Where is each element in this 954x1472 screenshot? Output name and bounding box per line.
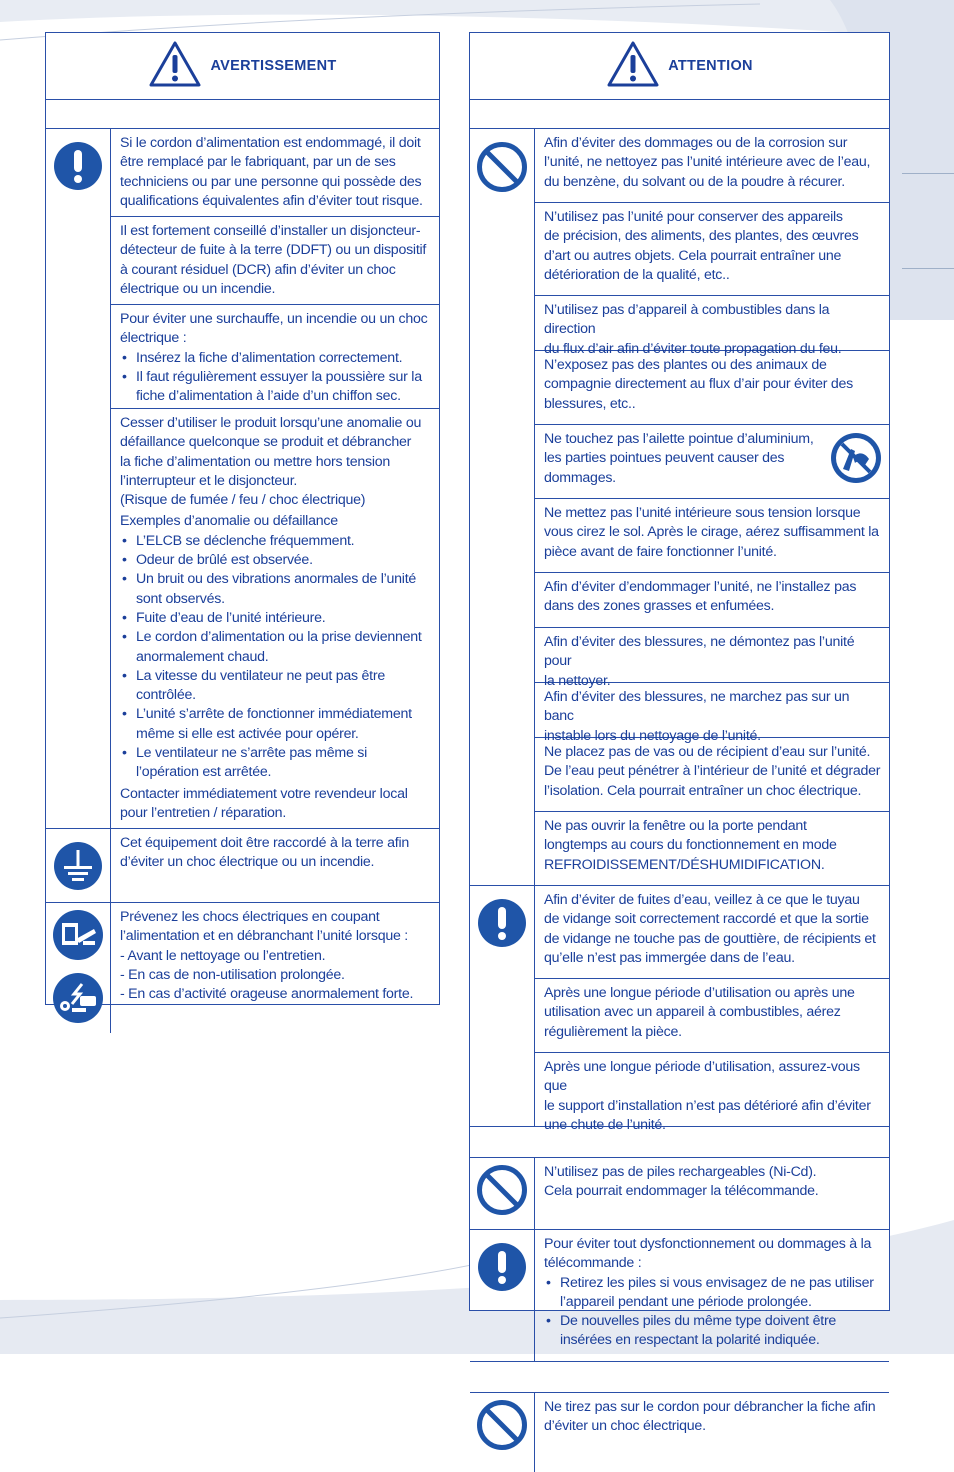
caution-item: N’utilisez pas d’appareil à combustibles dans la direction du flux d’air afin d’éviter toute propagation du feu. <box>535 296 889 351</box>
exclamation-circle-icon <box>477 1242 527 1297</box>
page-tab-line <box>902 173 954 174</box>
caution-header <box>470 33 889 100</box>
caution-item: Pour éviter tout dysfonctionnement ou dommages à la télécommande : • Retirez les piles si vous envisagez de ne pas utiliser l’appareil pendant une période prolongée. • De nouvelles piles du même type doivent être insérées en respectant la polarité indiquée. <box>535 1230 889 1361</box>
prohibition-icon <box>476 1399 528 1456</box>
exclamation-circle-icon <box>477 898 527 953</box>
caution-item: Afin d’éviter de fuites d’eau, veillez à ce que le tuyau de vidange soit correctement raccordé et que la sortie de vidange ne touche pas de gouttière, de récipients et qu’elle n’est pas immergée dans de l’eau. <box>535 886 889 979</box>
caution-item: N’utilisez pas l’unité pour conserver des appareils de précision, des aliments, des plantes, des œuvres d’art ou autres objets. Cela pourrait entraîner une détérioration de la qualité, etc.. <box>535 203 889 296</box>
warning-item: Prévenez les chocs électriques en coupant l’alimentation et en débranchant l’unité lorsque : - Avant le nettoyage ou l’entretien. - En cas de non-utilisation prolongée. - En cas d’activité orageuse anormalement forte. <box>120 909 414 1003</box>
prohibition-icon <box>476 1164 528 1221</box>
caution-item: Afin d’éviter des dommages ou de la corrosion sur l’unité, ne nettoyez pas l’unité intérieure avec de l’eau, du benzène, du solvant ou de la poudre à récurer. <box>535 129 889 203</box>
warning-triangle-icon <box>148 40 202 93</box>
caution-column <box>469 32 890 1435</box>
unplug-storm-icon <box>52 972 104 1029</box>
warning-header <box>46 33 439 100</box>
warning-item: Si le cordon d’alimentation est endommagé, il doit être remplacé par le fabriquant, par un de ses techniciens ou par une personne qui possède des qualifications équivalentes afin d’éviter tout risque. <box>111 129 439 217</box>
warning-title: AVERTISSEMENT <box>210 58 337 74</box>
caution-section-cord-prohibited <box>470 1393 889 1472</box>
caution-item: N’exposez pas des plantes ou des animaux de compagnie directement au flux d’air pour éviter des blessures, etc.. <box>535 351 889 425</box>
caution-section-battery-mandatory <box>470 1230 889 1362</box>
caution-item: Ne touchez pas l’ailette pointue d’aluminium, les parties pointues peuvent causer des dommages. <box>535 425 889 499</box>
warning-item: Cesser d’utiliser le produit lorsqu’une anomalie ou défaillance quelconque se produit et débrancher la fiche d’alimentation ou mettre hors tension l’interrupteur et le disjoncteur. (Risque de fumée / feu / choc électrique) Exemples d’anomalie ou défaillance • L’ELCB se déclenche fréquemment. • Odeur de brûlé est observée. • Un bruit ou des vibrations anormales de l’unité sont observés. • Fuite d’eau de l’unité intérieure. • Le cordon d’alimentation ou la prise deviennent anormalement chaud. • La vitesse du ventilateur ne peut pas être contrôlée. • L’unité s’arrête de fonctionner immédiatement même si elle est activée pour opérer. • Le ventilateur ne s’arrête pas même si l’opération est arrêtée. Contacter immédiatement votre revendeur local pour l’entretien / réparation. <box>111 409 439 828</box>
warning-item: Il est fortement conseillé d’installer un disjoncteur- détecteur de fuite à la terre (DDFT) ou un dispositif à courant résiduel (DCR) afin d’éviter un choc électrique ou un incendie. <box>111 217 439 305</box>
unplug-cleaning-icon <box>52 909 104 966</box>
warning-subheader <box>46 100 439 129</box>
caution-title: ATTENTION <box>668 58 753 74</box>
power-cord-divider <box>470 1362 889 1393</box>
caution-item: Afin d’éviter des blessures, ne marchez pas sur un banc instable lors du nettoyage de l’unité. <box>535 683 889 738</box>
caution-subheader <box>470 100 889 129</box>
prohibition-icon <box>476 141 528 198</box>
warning-item: Pour éviter une surchauffe, un incendie ou un choc électrique : • Insérez la fiche d’alimentation correctement. • Il faut régulièrement essuyer la poussière sur la fiche d’alimentation à l’aide d’un chiffon sec. <box>111 305 439 409</box>
bullet-list: • Insérez la fiche d’alimentation correctement. • Il faut régulièrement essuyer la poussière sur la fiche d’alimentation à l’aide d’un chiffon sec. <box>120 349 431 407</box>
caution-item: Afin d’éviter des blessures, ne démontez pas l’unité pour la nettoyer. <box>535 628 889 683</box>
warning-section-unplug <box>46 903 439 1033</box>
warning-column <box>45 32 440 1005</box>
caution-item: Ne pas ouvrir la fenêtre ou la porte pendant longtemps au cours du fonctionnement en mode REFROIDISSEMENT/DÉSHUMIDIFICATION. <box>544 818 837 873</box>
caution-section-mandatory <box>470 886 889 1133</box>
caution-item: Ne mettez pas l’unité intérieure sous tension lorsque vous cirez le sol. Après le cirage, aérez suffisamment la pièce avant de faire fonctionner l’unité. <box>535 499 889 573</box>
bullet-list: • Retirez les piles si vous envisagez de ne pas utiliser l’appareil pendant une période prolongée. • De nouvelles piles du même type doivent être insérées en respectant la polarité indiquée. <box>544 1274 881 1351</box>
caution-item: Après une longue période d’utilisation ou après une utilisation avec un appareil à combustibles, aérez régulièrement la pièce. <box>535 979 889 1053</box>
caution-section-prohibited <box>470 129 889 886</box>
warning-triangle-icon <box>606 40 660 93</box>
caution-item: Après une longue période d’utilisation, assurez-vous que le support d’installation n’est pas détérioré afin d’éviter une chute de l’unité. <box>544 1059 871 1133</box>
warning-section-ground <box>46 829 439 903</box>
page-tab-line <box>902 268 954 269</box>
bullet-list: • L’ELCB se déclenche fréquemment. • Odeur de brûlé est observée. • Un bruit ou des vibrations anormales de l’unité sont observés. • Fuite d’eau de l’unité intérieure. • Le cordon d’alimentation ou la prise deviennent anormalement chaud. • La vitesse du ventilateur ne peut pas être contrôlée. • L’unité s’arrête de fonctionner immédiatement même si elle est activée pour opérer. • Le ventilateur ne s’arrête pas même si l’opération est arrêtée. <box>120 532 431 783</box>
caution-section-battery-prohibited <box>470 1158 889 1230</box>
exclamation-circle-icon <box>53 141 103 196</box>
caution-item: Afin d’éviter d’endommager l’unité, ne l’installez pas dans des zones grasses et enfumées. <box>535 573 889 628</box>
ground-earth-icon <box>53 841 103 896</box>
caution-item: Ne placez pas de vas ou de récipient d’eau sur l’unité. De l’eau peut pénétrer à l’intérieur de l’unité et dégrader l’isolation. Cela pourrait entraîner un choc électrique. <box>535 738 889 812</box>
warning-item: Cet équipement doit être raccordé à la terre afin d’éviter un choc électrique ou un incendie. <box>120 835 410 871</box>
caution-item: N’utilisez pas de piles rechargeables (Ni-Cd). Cela pourrait endommager la télécommande. <box>544 1164 819 1200</box>
warning-section-mandatory <box>46 129 439 829</box>
no-touch-fin-icon <box>829 431 883 491</box>
caution-item: Ne tirez pas sur le cordon pour débrancher la fiche afin d’éviter un choc électrique. <box>544 1399 876 1435</box>
